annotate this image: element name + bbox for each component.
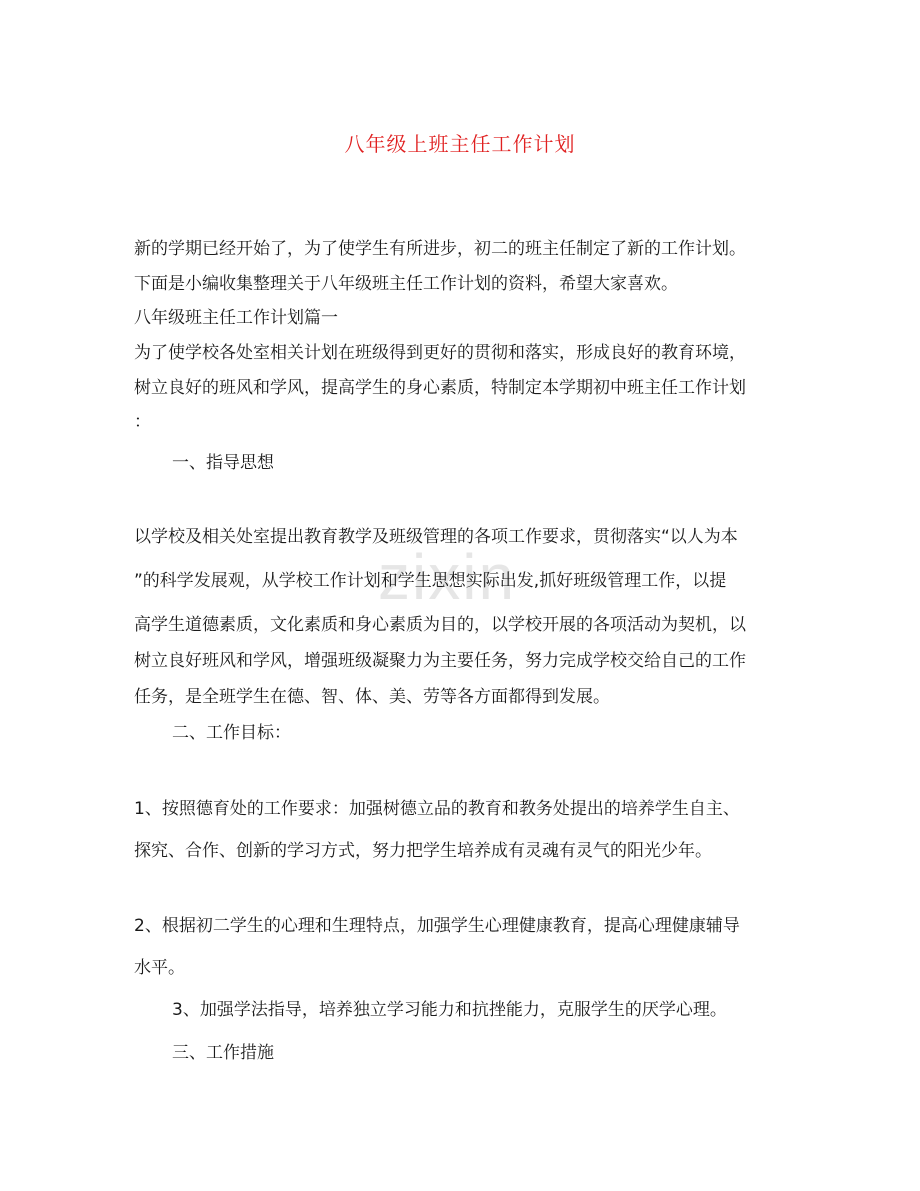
document-title: 八年级上班主任工作计划 xyxy=(344,132,576,156)
paragraph-line: 树立良好班风和学风，增强班级凝聚力为主要任务，努力完成学校交给自己的工作 xyxy=(134,651,746,671)
paragraph-line: 高学生道德素质，文化素质和身心素质为目的，以学校开展的各项活动为契机，以 xyxy=(134,615,746,635)
intro-line-2: 下面是小编收集整理关于八年级班主任工作计划的资料，希望大家喜欢。 xyxy=(134,274,678,294)
section-heading-part-1: 八年级班主任工作计划篇一 xyxy=(134,308,338,328)
goal-1-line-2: 探究、合作、创新的学习方式，努力把学生培养成有灵魂有灵气的阳光少年。 xyxy=(134,841,712,861)
paragraph-line: 为了使学校各处室相关计划在班级得到更好的贯彻和落实，形成良好的教育环境， xyxy=(134,343,746,363)
paragraph-line: ： xyxy=(134,412,151,432)
goal-3: 3、加强学法指导，培养独立学习能力和抗挫能力，克服学生的厌学心理。 xyxy=(172,1000,727,1020)
goal-2-line-2: 水平。 xyxy=(134,958,185,978)
paragraph-line: 树立良好的班风和学风，提高学生的身心素质，特制定本学期初中班主任工作计划 xyxy=(134,378,746,398)
paragraph-line: ”的科学发展观，从学校工作计划和学生思想实际出发,抓好班级管理工作，以提 xyxy=(134,571,727,591)
heading-guiding-thought: 一、指导思想 xyxy=(172,453,274,473)
paragraph-line: 以学校及相关处室提出教育教学及班级管理的各项工作要求，贯彻落实“以人为本 xyxy=(134,527,738,547)
goal-1-line-1: 1、按照德育处的工作要求：加强树德立品的教育和教务处提出的培养学生自主、 xyxy=(134,799,740,819)
watermark-text: zixin xyxy=(378,541,517,613)
heading-work-goals: 二、工作目标： xyxy=(172,723,291,743)
intro-line-1: 新的学期已经开始了，为了使学生有所进步，初二的班主任制定了新的工作计划。 xyxy=(134,239,746,259)
paragraph-line: 任务，是全班学生在德、智、体、美、劳等各方面都得到发展。 xyxy=(134,687,610,707)
heading-work-measures: 三、工作措施 xyxy=(172,1043,274,1063)
goal-2-line-1: 2、根据初二学生的心理和生理特点，加强学生心理健康教育，提高心理健康辅导 xyxy=(134,916,740,936)
